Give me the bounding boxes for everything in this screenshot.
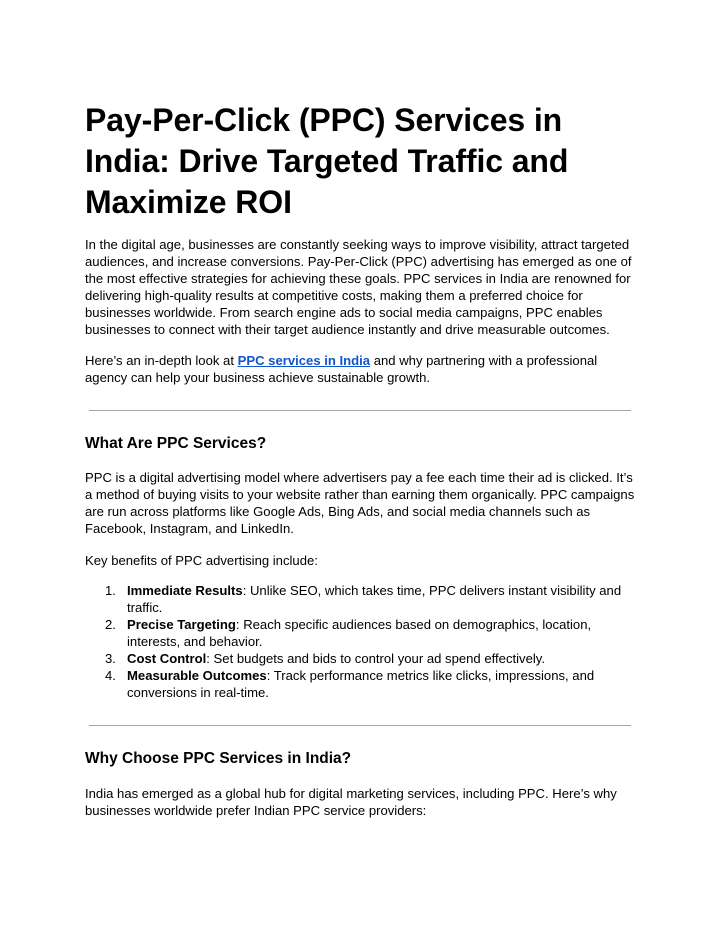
- benefit-term: Immediate Results: [127, 583, 243, 598]
- benefit-text: : Set budgets and bids to control your ad spend effectively.: [206, 651, 545, 666]
- list-number: 4.: [105, 668, 116, 683]
- lookahead-text-before: Here’s an in-depth look at: [85, 353, 238, 368]
- section-divider: [89, 410, 631, 411]
- list-number: 2.: [105, 617, 116, 632]
- section-divider: [89, 725, 631, 726]
- lookahead-paragraph: [85, 352, 635, 386]
- list-number: 1.: [105, 583, 116, 598]
- page-title: Pay-Per-Click (PPC) Services in India: Drive Targeted Traffic and Maximize ROI: [85, 102, 569, 220]
- why-india-paragraph: India has emerged as a global hub for digital marketing services, including PPC. Here’s why businesses worldwide prefer Indian PPC service providers:: [85, 786, 617, 818]
- list-item: [85, 616, 635, 650]
- list-item: [85, 667, 635, 701]
- list-item: [85, 582, 635, 616]
- benefits-intro: Key benefits of PPC advertising include:: [85, 553, 318, 568]
- intro-paragraph: In the digital age, businesses are constantly seeking ways to improve visibility, attract targeted audiences, and increase conversions. Pay-Per-Click (PPC) advertising has emerged as one of the most effective strategies for achieving these goals. PPC services in India are renowned for delivering high-quality results at competitive costs, making them a preferred choice for businesses worldwide. From search engine ads to social media campaigns, PPC enables businesses to connect with their target audience instantly and drive measurable outcomes.: [85, 237, 632, 337]
- benefit-text: : Unlike SEO, which takes time, PPC delivers instant visibility and traffic.: [127, 583, 622, 615]
- list-item: [85, 650, 635, 667]
- benefits-list: [85, 582, 635, 701]
- list-number: 3.: [105, 651, 116, 666]
- benefit-term: Measurable Outcomes: [127, 668, 267, 683]
- benefit-text: : Reach specific audiences based on demographics, location, interests, and behavior.: [127, 617, 592, 649]
- what-are-ppc-paragraph: PPC is a digital advertising model where advertisers pay a fee each time their ad is clicked. It’s a method of buying visits to your website rather than earning them organically. PPC campaigns are run across platforms like Google Ads, Bing Ads, and social media channels such as Facebook, Instagram, and LinkedIn.: [85, 470, 635, 536]
- section-heading-what-are-ppc: What Are PPC Services?: [85, 435, 267, 452]
- benefit-term: Cost Control: [127, 651, 207, 666]
- lookahead-text-after: and why partnering with a professional agency can help your business achieve sustainable growth.: [85, 353, 598, 385]
- ppc-services-link[interactable]: PPC services in India: [237, 353, 371, 368]
- benefit-term: Precise Targeting: [127, 617, 236, 632]
- benefit-text: : Track performance metrics like clicks, impressions, and conversions in real-time.: [127, 668, 595, 700]
- section-heading-why-india: Why Choose PPC Services in India?: [85, 750, 352, 767]
